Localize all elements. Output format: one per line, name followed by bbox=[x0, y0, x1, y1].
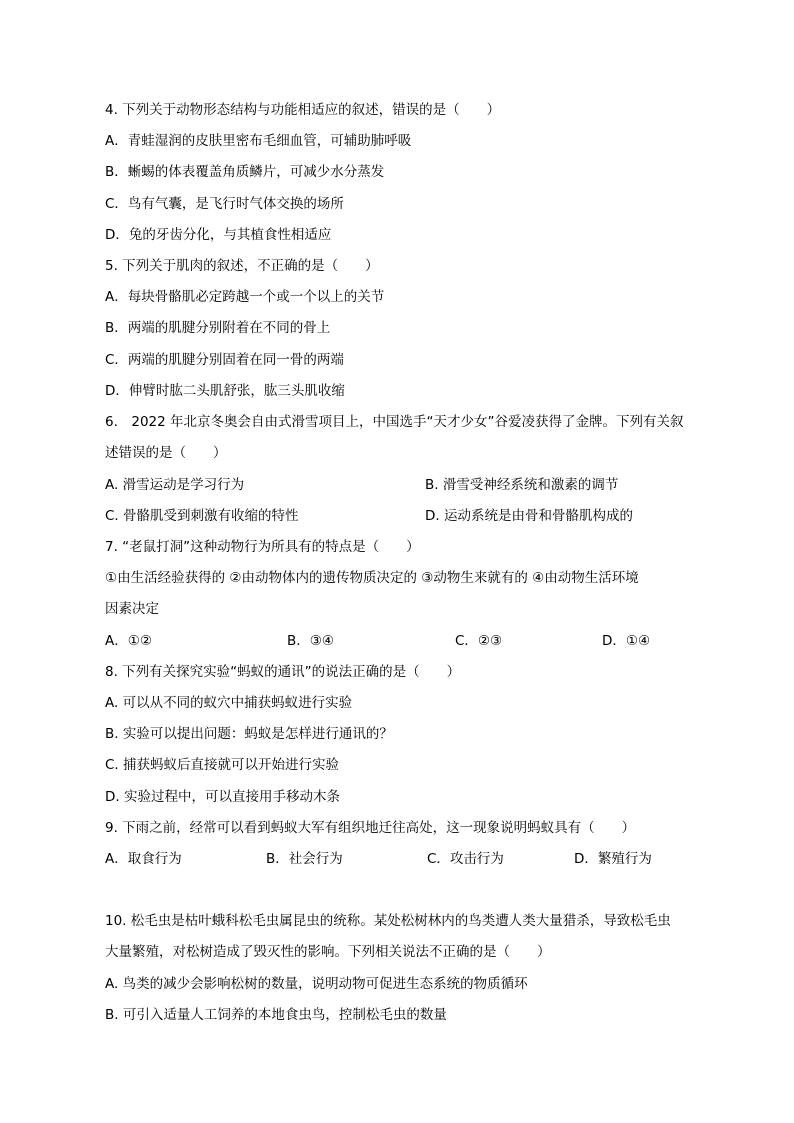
question-9-options-row bbox=[105, 849, 705, 869]
question-6-option-b: B. 滑雪受神经系统和激素的调节 bbox=[425, 477, 619, 493]
question-4-option-a: A．青蛙湿润的皮肤里密布毛细血管，可辅助肺呼吸 bbox=[105, 133, 412, 149]
question-7-option-c: C．②③ bbox=[455, 633, 503, 649]
question-9-option-c: C．攻击行为 bbox=[427, 851, 504, 867]
question-6-option-c: C. 骨骼肌受到刺激有收缩的特性 bbox=[105, 508, 299, 524]
question-6-option-a: A. 滑雪运动是学习行为 bbox=[105, 477, 245, 493]
question-7-statements-line2: 因素决定 bbox=[105, 601, 159, 617]
question-4-option-d: D．兔的牙齿分化，与其植食性相适应 bbox=[105, 227, 332, 243]
question-5-option-b: B．两端的肌腱分别附着在不同的骨上 bbox=[105, 320, 331, 336]
question-4-stem: 4. 下列关于动物形态结构与功能相适应的叙述，错误的是（ ） bbox=[105, 102, 501, 118]
question-6-option-d: D. 运动系统是由骨和骨骼肌构成的 bbox=[425, 508, 633, 524]
question-7-statements-line1: ①由生活经验获得的 ②由动物体内的遗传物质决定的 ③动物生来就有的 ④由动物生活环境 bbox=[105, 570, 639, 586]
question-4-option-b: B．蜥蜴的体表覆盖角质鳞片，可减少水分蒸发 bbox=[105, 164, 385, 180]
question-7-option-a: A．①② bbox=[105, 633, 152, 649]
question-8-option-d: D. 实验过程中，可以直接用手移动木条 bbox=[105, 789, 340, 805]
question-9-stem: 9. 下雨之前，经常可以看到蚂蚁大军有组织地迁往高处，这一现象说明蚂蚁具有（ ） bbox=[105, 820, 636, 836]
question-10-option-b: B. 可引入适量人工饲养的本地食虫鸟，控制松毛虫的数量 bbox=[105, 1007, 447, 1023]
question-6-options-row-2 bbox=[105, 506, 705, 526]
question-4-option-c: C．鸟有气囊，是飞行时气体交换的场所 bbox=[105, 196, 344, 212]
question-7-options-row bbox=[105, 631, 705, 651]
question-10-option-a: A. 鸟类的减少会影响松树的数量，说明动物可促进生态系统的物质循环 bbox=[105, 976, 528, 992]
question-5-option-c: C．两端的肌腱分别固着在同一骨的两端 bbox=[105, 352, 344, 368]
question-6-options-row-1 bbox=[105, 475, 705, 495]
question-7-option-b: B．③④ bbox=[287, 633, 334, 649]
question-8-stem: 8. 下列有关探究实验“蚂蚁的通讯”的说法正确的是（ ） bbox=[105, 664, 461, 680]
question-9-option-d: D．繁殖行为 bbox=[574, 851, 652, 867]
question-10-stem-line1: 10. 松毛虫是枯叶蛾科松毛虫属昆虫的统称。某处松树林内的鸟类遭人类大量猎杀，导致松毛虫 bbox=[105, 913, 671, 929]
question-8-option-c: C. 捕获蚂蚁后直接就可以开始进行实验 bbox=[105, 757, 340, 773]
question-7-option-d: D．①④ bbox=[602, 633, 651, 649]
question-7-stem: 7. “老鼠打洞”这种动物行为所具有的特点是（ ） bbox=[105, 539, 420, 555]
question-8-option-b: B. 实验可以提出问题：蚂蚁是怎样进行通讯的？ bbox=[105, 726, 393, 742]
question-5-stem: 5. 下列关于肌肉的叙述，不正确的是（ ） bbox=[105, 258, 379, 274]
question-6-stem-line1: 6. 2022 年北京冬奥会自由式滑雪项目上，中国选手“天才少女”谷爱凌获得了金牌。下列有关叙 bbox=[105, 414, 684, 430]
question-8-option-a: A. 可以从不同的蚁穴中捕获蚂蚁进行实验 bbox=[105, 695, 353, 711]
question-10-stem-line2: 大量繁殖，对松树造成了毁灭性的影响。下列相关说法不正确的是（ ） bbox=[105, 944, 551, 960]
question-5-option-a: A．每块骨骼肌必定跨越一个或一个以上的关节 bbox=[105, 289, 385, 305]
question-5-option-d: D．伸臂时肱二头肌舒张，肱三头肌收缩 bbox=[105, 383, 345, 399]
question-9-option-b: B．社会行为 bbox=[266, 851, 343, 867]
question-9-option-a: A．取食行为 bbox=[105, 851, 182, 867]
question-6-stem-line2: 述错误的是（ ） bbox=[105, 445, 227, 461]
